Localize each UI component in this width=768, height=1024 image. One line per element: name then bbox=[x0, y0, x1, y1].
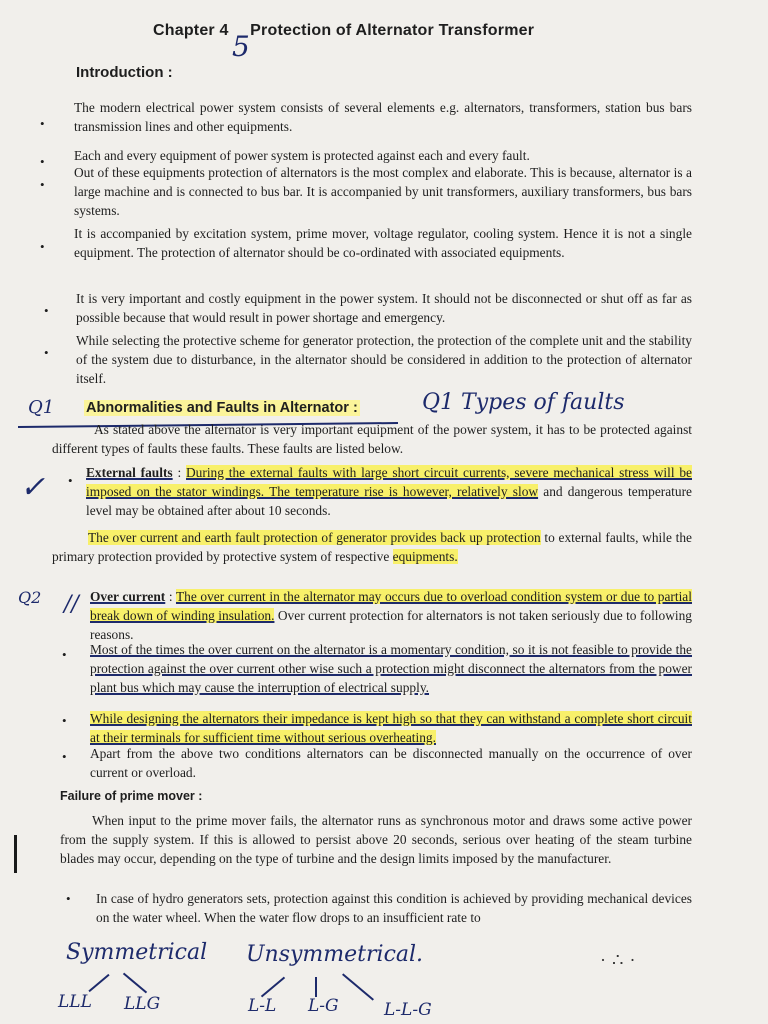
chapter-title: Protection of Alternator Transformer bbox=[250, 22, 535, 39]
handwritten-margin-bar bbox=[14, 835, 17, 873]
handwritten-tick: // bbox=[64, 592, 79, 617]
external-faults-colon: : bbox=[172, 465, 187, 480]
prime-mover-heading: Failure of prime mover : bbox=[60, 789, 203, 803]
hydro-generator-bullet: In case of hydro generators sets, protection against this condition is achieved by providing mechanical devices on the water wheel. When the water flow drops to an insufficient rate to bbox=[96, 891, 692, 926]
reason-2 bbox=[90, 709, 692, 747]
abnormalities-heading: Abnormalities and Faults in Alternator : bbox=[86, 400, 358, 416]
external-faults-rest: and dangerous temperature level may be obtained after about 10 seconds. bbox=[86, 484, 692, 519]
external-faults-paragraph bbox=[86, 463, 692, 521]
over-current-colon: : bbox=[165, 589, 176, 604]
intro-bullet-3: Out of these equipments protection of alternators is the most complex and elaborate. This is because, alternator is a large machine and is connected to bus bar. It is accompanied by unit transformers, auxiliary transformers, bus bars systems. bbox=[74, 165, 692, 219]
over-current-rest: Over current protection for alternators is not taken seriously due to following reasons. bbox=[90, 608, 692, 643]
introduction-heading: Introduction : bbox=[76, 64, 173, 81]
external-faults-label: External faults bbox=[86, 465, 173, 480]
intro-bullet-5: It is very important and costly equipment in the power system. It should not be disconnected or shut off as far as possible because that would result in power shortage and emergency. bbox=[76, 291, 692, 326]
backup-rest: to external faults, while the primary protection provided by protective system of respective bbox=[52, 530, 692, 565]
handwritten-l-l: L-L bbox=[248, 996, 277, 1016]
handwritten-l-l-g: L-L-G bbox=[384, 1000, 432, 1020]
handwritten-check-mark: ✓ bbox=[20, 470, 46, 505]
prime-mover-paragraph: When input to the prime mover fails, the alternator runs as synchronous motor and draws some active power from the supply system. If this is allowed to persist above 20 seconds, serious over heating of the steam turbine blades may occur, depending on the type of turbine and the design limits imposed by the manufacturer. bbox=[60, 813, 692, 867]
bullet-marker: • bbox=[44, 303, 49, 318]
over-current-highlight: The over current in the alternator may occurs due to overload condition system or due to partial break down of winding insulation. bbox=[90, 589, 692, 624]
reason-1: Most of the times the over current on the alternator is a momentary condition, so it is not feasible to provide the protection against the over current other wise such a protection might disconnect the alternators from the power plant bus which may cause the interruption of electrical supply. bbox=[90, 642, 692, 696]
handwritten-branch-line bbox=[88, 974, 109, 992]
chapter-label: Chapter bbox=[153, 22, 215, 39]
bullet-marker: • bbox=[62, 647, 67, 662]
handwritten-branch-line bbox=[261, 977, 285, 998]
chapter-heading bbox=[153, 22, 534, 40]
bullet-marker: • bbox=[62, 713, 67, 728]
chapter-number: 4 bbox=[219, 22, 229, 39]
handwritten-q2: Q2 bbox=[18, 588, 42, 607]
bullet-marker: • bbox=[62, 749, 67, 764]
intro-bullet-6: While selecting the protective scheme for generator protection, the protection of the complete unit and the stability of the system due to disturbance, in the alternator should be considered in addition to the protection of alternator itself. bbox=[76, 333, 692, 387]
intro-bullet-4: It is accompanied by excitation system, prime mover, voltage regulator, cooling system. Hence it is not a single equipment. The protection of alternator should be co-ordinated with associated equipments. bbox=[74, 226, 692, 261]
bullet-marker: • bbox=[44, 345, 49, 360]
reason-2-text: While designing the alternators their impedance is kept high so that they can withstand a complete short circuit at their terminals for sufficient time without serious overheating. bbox=[90, 711, 692, 746]
bullet-marker: • bbox=[40, 154, 45, 169]
handwritten-l-g: L-G bbox=[308, 996, 339, 1016]
reason-3: Apart from the above two conditions alternators can be disconnected manually on the occurrence of over current or overload. bbox=[90, 746, 692, 781]
intro-bullet-2: Each and every equipment of power system is protected against each and every fault. bbox=[74, 148, 530, 163]
handwritten-q1: Q1 bbox=[28, 397, 55, 418]
backup-protection-paragraph bbox=[52, 528, 692, 566]
bullet-marker: • bbox=[40, 239, 45, 254]
handwritten-symmetrical: Symmetrical bbox=[66, 940, 208, 965]
handwritten-llg: LLG bbox=[124, 994, 161, 1014]
bullet-marker: • bbox=[40, 116, 45, 131]
handwritten-branch-line bbox=[123, 973, 147, 994]
ink-stain: ·∴· bbox=[600, 950, 642, 970]
bullet-marker: • bbox=[68, 473, 73, 488]
backup-highlight: The over current and earth fault protection of generator provides back up protection bbox=[88, 530, 541, 545]
handwritten-branch-line bbox=[315, 977, 317, 997]
handwritten-chapter-number: 5 bbox=[232, 30, 250, 63]
over-current-label: Over current bbox=[90, 589, 166, 604]
handwritten-branch-line bbox=[342, 973, 374, 1000]
handwritten-unsymmetrical: Unsymmetrical. bbox=[246, 942, 424, 967]
external-faults-highlight: During the external faults with large short circuit currents, severe mechanical stress will be imposed on the stator windings. The temperature rise is however, relatively slow bbox=[86, 465, 692, 500]
backup-end-highlight: equipments. bbox=[392, 549, 458, 565]
handwritten-types-note: Q1 Types of faults bbox=[422, 390, 625, 415]
intro-bullet-1: The modern electrical power system consists of several elements e.g. alternators, transformers, station bus bars transmission lines and other equipments. bbox=[74, 100, 692, 135]
over-current-paragraph bbox=[90, 587, 692, 645]
abnormalities-intro: As stated above the alternator is very important equipment of the power system, it has to be protected against different types of faults these faults. These faults are listed below. bbox=[52, 422, 692, 457]
handwritten-lll: LLL bbox=[58, 992, 92, 1012]
bullet-marker: • bbox=[66, 891, 71, 906]
bullet-marker: • bbox=[40, 177, 45, 192]
